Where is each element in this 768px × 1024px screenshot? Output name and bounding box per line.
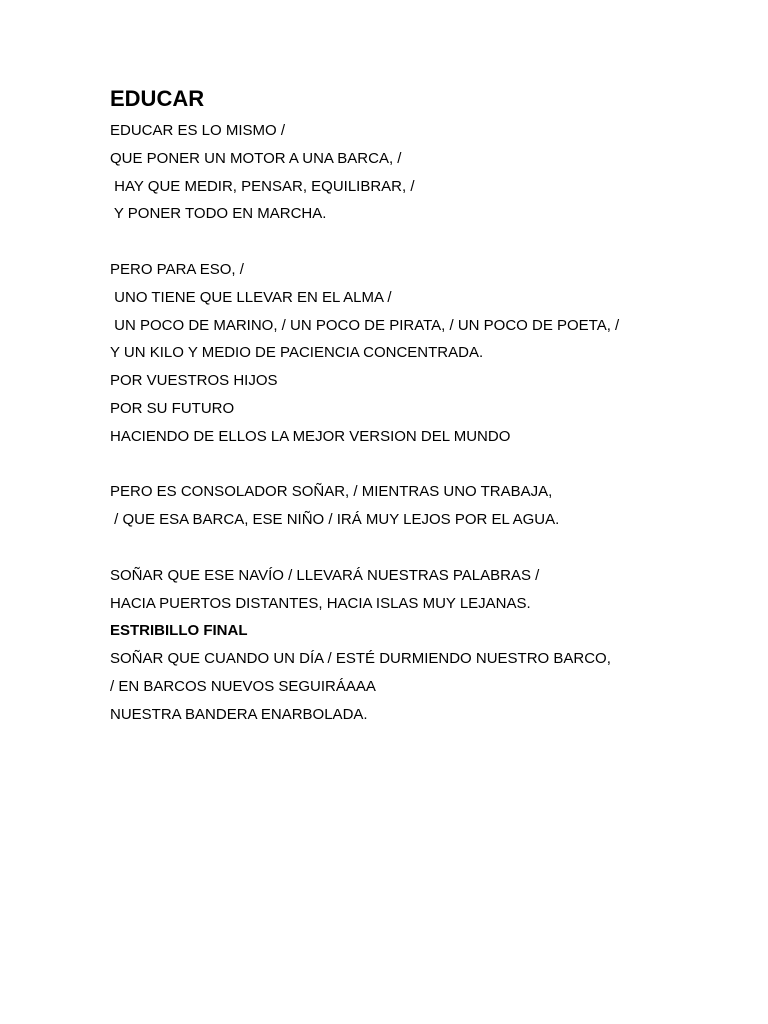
text-line: POR SU FUTURO	[110, 399, 235, 417]
text-line: Y UN KILO Y MEDIO DE PACIENCIA CONCENTRADA.	[110, 344, 484, 362]
text-line: HACIENDO DE ELLOS LA MEJOR VERSION DEL MUNDO	[110, 427, 511, 445]
document-title: EDUCAR	[110, 86, 205, 111]
text-line: POR VUESTROS HIJOS	[110, 372, 278, 390]
text-line: UNO TIENE QUE LLEVAR EN EL ALMA /	[110, 288, 392, 306]
text-line: PERO PARA ESO, /	[110, 260, 244, 278]
text-line: EDUCAR ES LO MISMO /	[110, 122, 286, 139]
blank-line	[110, 534, 750, 562]
section-heading: ESTRIBILLO FINAL	[110, 622, 248, 640]
text-line: UN POCO DE MARINO, / UN POCO DE PIRATA, / UN POCO DE POETA, /	[110, 316, 620, 334]
text-line: / QUE ESA BARCA, ESE NIÑO / IRÁ MUY LEJOS POR EL AGUA.	[110, 511, 560, 529]
text-line: / EN BARCOS NUEVOS SEGUIRÁAAA	[110, 677, 376, 695]
text-line: Y PONER TODO EN MARCHA.	[110, 205, 327, 223]
document-body	[110, 117, 750, 729]
text-line: PERO ES CONSOLADOR SOÑAR, / MIENTRAS UNO TRABAJA,	[110, 483, 553, 501]
text-line: HACIA PUERTOS DISTANTES, HACIA ISLAS MUY LEJANAS.	[110, 594, 531, 612]
text-line: HAY QUE MEDIR, PENSAR, EQUILIBRAR, /	[110, 177, 415, 195]
blank-line	[110, 228, 750, 256]
text-line: SOÑAR QUE CUANDO UN DÍA / ESTÉ DURMIENDO NUESTRO BARCO,	[110, 650, 611, 668]
text-line: NUESTRA BANDERA ENARBOLADA.	[110, 705, 368, 723]
blank-line	[110, 451, 750, 479]
text-line: QUE PONER UN MOTOR A UNA BARCA, /	[110, 149, 402, 167]
text-line: SOÑAR QUE ESE NAVÍO / LLEVARÁ NUESTRAS PALABRAS /	[110, 566, 540, 584]
